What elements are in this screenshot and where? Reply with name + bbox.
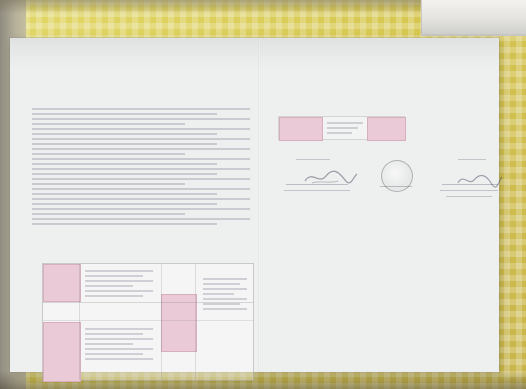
official-seal: [381, 160, 413, 192]
text-line: [85, 295, 143, 297]
document-sheet: [10, 38, 499, 372]
table-col-rule: [195, 264, 196, 380]
text-line: [32, 208, 250, 210]
table-col-rule: [161, 264, 162, 380]
table-text: [85, 270, 153, 300]
table-col-rule: [79, 264, 80, 380]
text-line: [32, 178, 250, 180]
text-line: [85, 290, 153, 292]
text-line: [32, 133, 217, 135]
text-line: [327, 127, 358, 129]
text-line: [85, 275, 143, 277]
signature-title-line: [458, 159, 486, 160]
right-signature: [456, 170, 504, 190]
text-line: [32, 128, 250, 130]
text-line: [32, 168, 250, 170]
text-line: [327, 122, 363, 124]
left-page-text: [32, 108, 250, 228]
text-line: [32, 203, 217, 205]
text-line: [85, 348, 153, 350]
signature-caption-line: [284, 190, 350, 191]
text-line: [32, 163, 217, 165]
text-line: [85, 353, 143, 355]
table-text: [327, 122, 363, 137]
text-line: [85, 285, 133, 287]
text-line: [85, 338, 153, 340]
text-line: [32, 123, 185, 125]
paper-fold: [258, 38, 261, 372]
table-text: [203, 278, 247, 313]
signature-title-line: [296, 159, 330, 160]
text-line: [32, 138, 250, 140]
signature-caption-line: [440, 190, 498, 191]
text-line: [32, 118, 250, 120]
text-line: [203, 288, 247, 290]
table-text: [85, 328, 153, 363]
text-line: [85, 328, 153, 330]
text-line: [85, 270, 153, 272]
text-line: [85, 343, 133, 345]
paper-stack: [421, 0, 526, 36]
signature-caption-line: [446, 196, 492, 197]
text-line: [85, 333, 143, 335]
text-line: [32, 198, 250, 200]
right-signature-line: [442, 184, 498, 185]
text-line: [32, 148, 250, 150]
text-line: [203, 283, 240, 285]
text-line: [32, 113, 217, 115]
text-line: [203, 303, 240, 305]
text-line: [32, 158, 250, 160]
pink-cell: [43, 264, 81, 302]
text-line: [32, 213, 185, 215]
text-line: [32, 193, 217, 195]
text-line: [32, 173, 217, 175]
text-line: [32, 108, 250, 110]
right-top-table: [278, 116, 405, 140]
pink-cell: [367, 117, 406, 141]
text-line: [32, 153, 185, 155]
text-line: [203, 308, 247, 310]
text-line: [203, 278, 247, 280]
text-line: [32, 218, 250, 220]
text-line: [32, 143, 217, 145]
paper-top-shadow: [10, 38, 499, 68]
text-line: [327, 132, 352, 134]
text-line: [32, 188, 250, 190]
pink-cell: [279, 117, 323, 141]
pink-cell: [43, 322, 81, 382]
text-line: [85, 358, 153, 360]
table-row-rule: [43, 320, 253, 321]
seal-caption-line: [380, 186, 412, 187]
text-line: [32, 183, 185, 185]
left-signature-line: [286, 184, 348, 185]
text-line: [32, 223, 217, 225]
text-line: [203, 298, 247, 300]
bottom-table: [42, 263, 254, 381]
text-line: [203, 293, 234, 295]
text-line: [85, 280, 153, 282]
